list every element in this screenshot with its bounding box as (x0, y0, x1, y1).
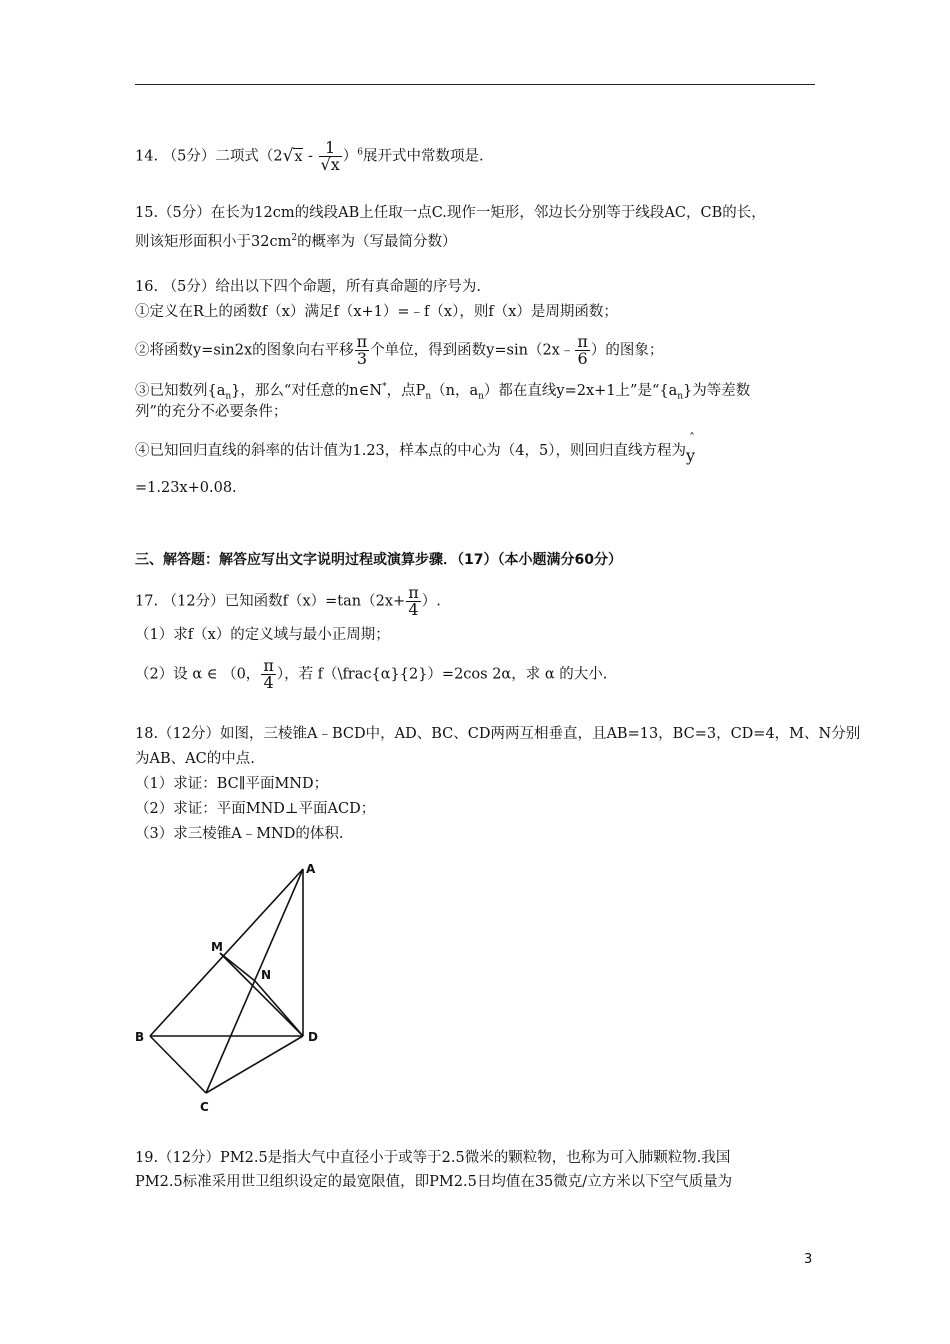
edge-CD (206, 1036, 303, 1093)
sqrt-x: √x (282, 145, 303, 166)
proposition-3-line-2: 列”的充分不必要条件； (135, 404, 288, 420)
fraction-one-over-sqrt-x: $\frac{1}{√x}$ (320, 138, 340, 174)
fraction-pi-over-6: $\frac{\pi}{6}$ (577, 332, 588, 368)
question-17-part-1: （1）求f（x）的定义域与最小正周期； (135, 627, 390, 643)
page-number: 3 (804, 1252, 813, 1267)
question-19-line-1: 19.（12分）PM2.5是指大气中直径小于或等于2.5微米的颗粒物，也称为可入肺颗粒物.我国 (135, 1150, 731, 1166)
question-18-part-1: （1）求证：BC∥平面MND； (135, 776, 329, 792)
question-15-line-2: 则该矩形面积小于$32cm^2$的概率为（写最简分数） (135, 233, 457, 250)
fraction-pi-over-4-b: $\frac{\pi}{4}$ (263, 656, 274, 692)
question-18-line-2: 为AB、AC的中点. (135, 751, 255, 767)
question-17: 17. （12分）已知函数f（x）=tan（2x+ $\frac{\pi}{4}$ ）. (135, 583, 441, 619)
proposition-4-line-2: =1.23x+0.08. (135, 480, 237, 496)
label-B: B (135, 1030, 145, 1044)
question-15-line-1: 15.（5分）在长为12cm的线段AB上任取一点C.现作一矩形，邻边长分别等于线段AC，CB的长， (135, 205, 766, 221)
proposition-4-line-1: ④已知回归直线的斜率的估计值为1.23，样本点的中心为（4，5），则回归直线方程为y ˆ (135, 431, 696, 465)
label-M: M (211, 940, 223, 954)
question-17-part-2: （2）设 α ∈ （0， $\frac{\pi}{4}$ ），若 f（\frac{α}{2}）=2cos 2α，求 α 的大小. (135, 656, 608, 692)
question-18-part-3: （3）求三棱锥A﹣MND的体积. (135, 826, 344, 842)
edge-AB (150, 869, 303, 1036)
proposition-2: ②将函数y=sin2x的图象向右平移 $\frac{\pi}{3}$ 个单位，得到函数y=sin（2x﹣ $\frac{\pi}{6}$ ）的图象； (135, 332, 664, 368)
question-18-part-2: （2）求证：平面MND⊥平面ACD； (135, 801, 376, 817)
label-D: D (308, 1030, 318, 1044)
edge-ND (255, 981, 303, 1036)
question-18-line-1: 18.（12分）如图，三棱锥A﹣BCD中，AD、BC、CD两两互相垂直，且AB=13，BC=3，CD=4，M、N分别 (135, 726, 861, 742)
header-rule (135, 84, 815, 85)
question-16-title: 16. （5分）给出以下四个命题，所有真命题的序号为. (135, 279, 482, 295)
label-A: A (306, 862, 316, 876)
fraction-pi-over-3: $\frac{\pi}{3}$ (356, 332, 368, 368)
question-14: 14. （5分）二项式（2√x - $\frac{1}{√x}$ ）$^6$展开式中常数项是. (135, 138, 484, 174)
question-19-line-2: PM2.5标准采用世卫组织设定的最宽限值，即PM2.5日均值在35微克/立方米以下空气质量为 (135, 1174, 733, 1190)
proposition-3-line-1: ③已知数列$\{a_n\}$，那么“对任意的n∈N*，点$P_n(n$，$a_n$）都在直线y=2x+1上”是“$\{a_n\}$为等差数 (135, 382, 751, 402)
proposition-1: ①定义在R上的函数f（x）满足f（x+1）=﹣f（x），则f（x）是周期函数； (135, 304, 618, 320)
label-C: C (200, 1100, 209, 1114)
label-N: N (261, 968, 272, 982)
pyramid-figure (128, 855, 328, 1115)
edge-BC (150, 1036, 206, 1093)
section-3-heading: 三、解答题：解答应写出文字说明过程或演算步骤．（17）（本小题满分60分） (135, 552, 622, 568)
fraction-pi-over-4: $\frac{\pi}{4}$ (408, 583, 419, 619)
